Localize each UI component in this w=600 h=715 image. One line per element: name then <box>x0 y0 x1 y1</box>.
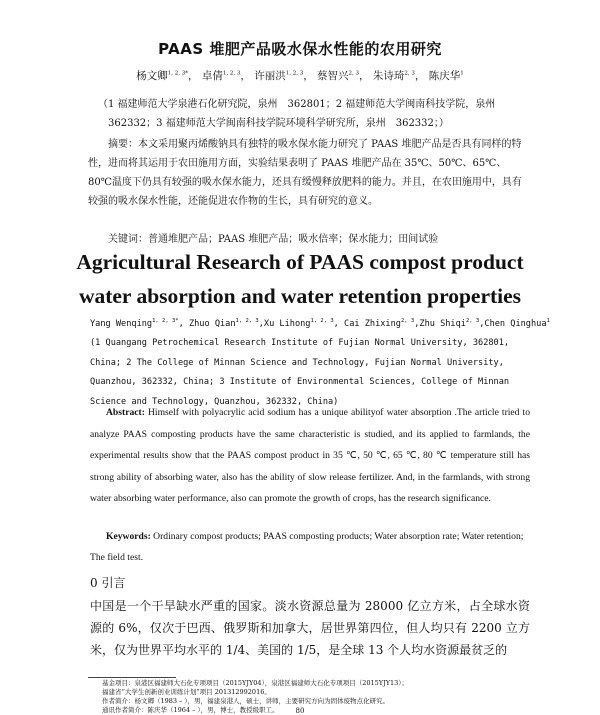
english-title-line-2: water absorption and water retention properties <box>78 284 522 308</box>
footnote-divider <box>88 677 176 678</box>
section-heading: 0 引言 <box>90 576 126 590</box>
author-affiliation-marker: 2, 3 <box>465 318 480 324</box>
author-name: Zhuo Qian <box>188 318 236 329</box>
author-name: 朱诗琦 <box>372 70 405 82</box>
author-name: Cai Zhixing <box>344 318 401 329</box>
english-keywords-label: Keywords: <box>106 531 151 542</box>
footnote-line: 通讯作者简介：陈庆华（1964 – ），男，博士，教授级职工。 <box>102 706 279 714</box>
author-affiliation-marker: 1, 2, 3 <box>285 70 304 77</box>
page-number: 80 <box>295 707 305 715</box>
chinese-keywords-text: 普通堆肥产品；PAAS 堆肥产品；吸水倍率；保水能力；田间试验 <box>148 234 439 245</box>
author-affiliation-marker: 1, 2, 3* <box>152 318 179 324</box>
english-title-line-1: Agricultural Research of PAAS compost product <box>76 250 524 274</box>
chinese-affiliation-line: 362332；3 福建师范大学闽南科技学院环境科学研究所，泉州 362332；） <box>108 118 449 129</box>
author-name: 杨文卿 <box>136 70 168 82</box>
english-affiliation-line: China; 2 The College of Minnan Science and Technology, Fujian Normal University, <box>90 357 504 368</box>
author-affiliation-marker: 2, 3 <box>404 70 415 77</box>
author-affiliation-marker: 1, 2, 3 <box>235 318 259 324</box>
author-affiliation-marker: 1, 2, 3 <box>222 70 241 77</box>
footnote-line: 基金项目：泉港区福建师大石化专项项目（2015YJY04），泉港区福建师大石化专项项目（2015YJY13）； <box>102 679 409 687</box>
author-name: 陈庆华 <box>428 70 461 82</box>
author-name: 蔡智兴 <box>317 70 349 82</box>
chinese-abstract-text: 本文采用聚丙烯酸钠具有独特的吸水保水能力研究了 PAAS 堆肥产品是否具有同样的特性，进而将其运用于农田施用方面，实验结果表明了 PAAS 堆肥产品在 35℃、50℃、65℃、80℃温度下仍具有较强的吸水保水能力，还具有缓慢释放肥料的能力。并且，在农田施用中，具有较强的吸水保水性能，还能促进农作物的生长，具有研究的意义。 <box>88 139 522 207</box>
english-abstract-text: Himself with polyacrylic acid sodium has a unique abilityof water absorption .The article tried to analyze PAAS composting products have the same characteristic is studied, and its applied to farmlands, the experimental results show that the PAAS compost product in 35 ℃, 50 ℃, 65 ℃, 80 ℃ temperature still has strong ability of absorbing water, also has the ability of slow release fertilizer. And, in the farmlands, with strong water absorbing water performance, also can promote the growth of crops, has the research significance. <box>90 407 531 504</box>
author-affiliation-marker: 2, 3 <box>348 70 360 77</box>
footnote-line: 福建省“大学生创新创业训练计划”项目 201312992016。 <box>102 688 271 696</box>
english-keywords-text: Ordinary compost products; PAAS composting products; Water absorption rate; Water retention; The field test. <box>90 531 524 563</box>
chinese-authors: 杨文卿$^{1, 2, 3*}$， 卓倩$^{1, 2, 3}$， 许丽洪$^{1, 2, 3}$， 蔡智兴$^{2, 3}$， 朱诗琦$^{2, 3}$， 陈庆华$^1$ <box>136 70 464 82</box>
author-name: Chen Qinghua <box>484 318 547 329</box>
chinese-abstract <box>88 135 528 211</box>
chinese-title: PAAS 堆肥产品吸水保水性能的农用研究 <box>158 40 442 58</box>
chinese-keywords <box>88 230 528 249</box>
english-abstract-label: Abstract: <box>106 407 145 418</box>
author-name: 卓倩 <box>201 70 223 82</box>
chinese-abstract-label: 摘要： <box>108 139 138 150</box>
author-affiliation-marker: 1 <box>546 318 550 324</box>
english-authors: Yang Wenqing$^{1, 2, 3*}$, Zhuo Qian$^{1, 2, 3}$,Xu Lihong$^{1, 2, 3}$, Cai Zhixing$^{2, 3}$,Zhu Shiqi$^{2, 3}$,Chen Qinghua$^1$ <box>90 318 550 329</box>
english-affiliations <box>90 334 530 412</box>
author-affiliation-marker: 1 <box>460 70 464 77</box>
author-affiliation-marker: 1, 2, 3 <box>310 318 334 324</box>
author-name: Yang Wenqing <box>90 318 153 329</box>
english-abstract <box>90 402 530 510</box>
english-affiliation-line: Science and Technology, Quanzhou, 362332, China) <box>90 396 339 407</box>
author-name: Xu Lihong <box>263 318 311 329</box>
author-name: 许丽洪 <box>254 70 286 82</box>
english-affiliation-line: Quanzhou, 362332, China; 3 Institute of Environmental Sciences, College of Minnan <box>90 377 510 387</box>
english-keywords <box>90 526 530 568</box>
author-name: Zhu Shiqi <box>419 318 466 329</box>
body-paragraph: 中国是一个干旱缺水严重的国家。淡水资源总量为 28000 亿立方米，占全球水资源的 6%，仅次于巴西、俄罗斯和加拿大，居世界第四位，但人均只有 2200 立方米，仅为世界平均水平的 1/4、美国的 1/5，是全球 13 个人均水资源最贫乏的 <box>90 599 530 657</box>
chinese-keywords-label: 关键词： <box>108 234 148 245</box>
author-affiliation-marker: 2, 3 <box>400 318 415 324</box>
english-affiliation-line: (1 Quangang Petrochemical Research Institute of Fujian Normal University, 362801, <box>90 338 510 348</box>
footnote-line: 作者简介：杨文卿（1983 – ），男，福建泉港人，硕士，讲师，主要研究方向为固体废物点化研究。 <box>102 697 390 705</box>
author-affiliation-marker: 1, 2, 3* <box>167 70 189 77</box>
chinese-affiliation-line: （1 福建师范大学泉港石化研究院，泉州 362801；2 福建师范大学闽南科技学院，泉州 <box>98 99 496 110</box>
